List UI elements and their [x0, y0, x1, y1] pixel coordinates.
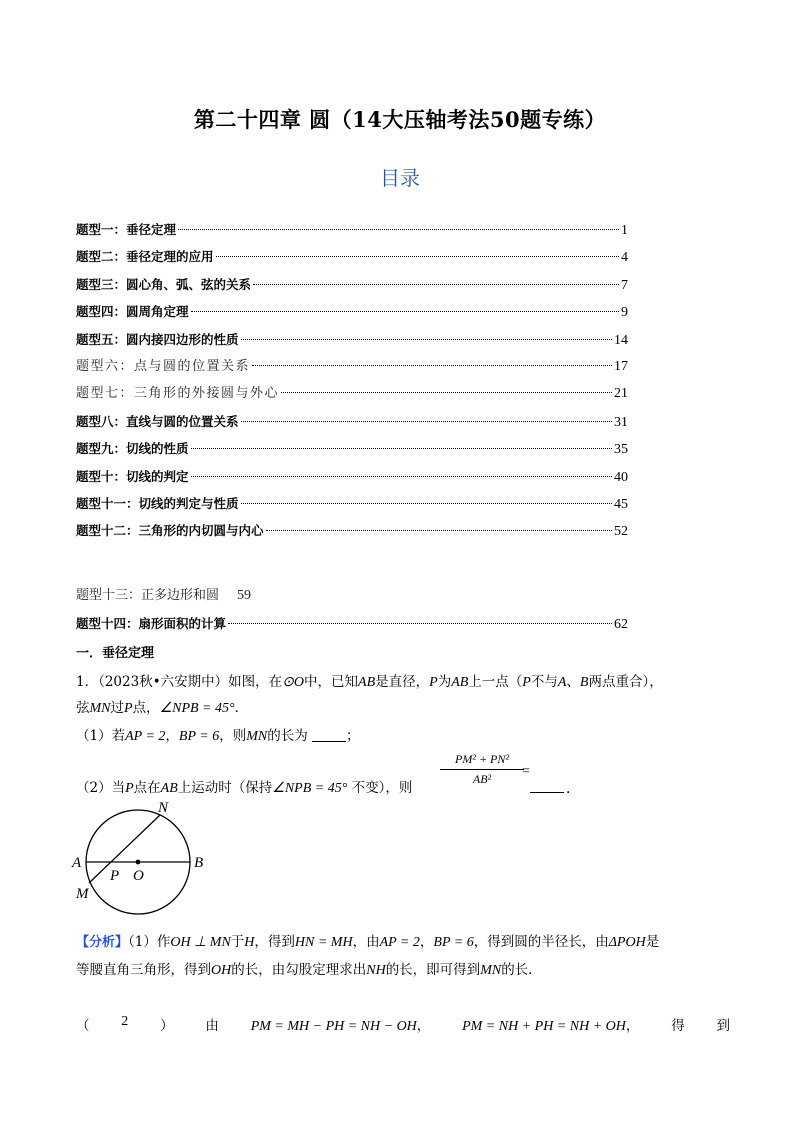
toc-item-label: 题型十一：切线的判定与性质: [76, 496, 239, 511]
toc-item-page: 7: [621, 277, 628, 293]
center-point: [136, 860, 141, 865]
toc-item-page: 17: [614, 359, 628, 374]
toc-item[interactable]: [76, 467, 628, 487]
toc-item[interactable]: [76, 439, 628, 459]
label-a: A: [72, 855, 82, 871]
toc-item-page: 52: [614, 524, 628, 540]
toc-dots: [178, 229, 619, 230]
toc-item-label: 题型四：圆周角定理: [76, 304, 189, 320]
toc-heading: 目录: [380, 166, 420, 190]
toc-item[interactable]: [76, 494, 628, 514]
toc-dots: [228, 623, 612, 624]
toc-item[interactable]: [76, 275, 628, 295]
toc-last-label: 题型十四：扇形面积的计算: [76, 616, 227, 631]
toc-item-label: 题型二：垂径定理的应用: [76, 249, 214, 265]
toc-extra-page: 59: [237, 588, 252, 603]
toc-dots: [241, 339, 612, 340]
chord-mn: [89, 815, 160, 883]
toc-item[interactable]: [76, 330, 628, 350]
toc-dots: [266, 530, 612, 531]
toc-dots: [281, 392, 612, 393]
fraction-denominator: AB²: [472, 772, 492, 786]
toc-item-page: 45: [614, 497, 628, 512]
toc-item-label: 题型七：三角形的外接圆与外心: [76, 386, 280, 402]
toc-item-label: 题型十二：三角形的内切圆与内心: [76, 523, 264, 539]
toc-item[interactable]: [76, 412, 628, 432]
fraction-numerator: PM² + PN²: [440, 752, 524, 770]
analysis-line-2: 等腰直角三角形，得到OH的长，由勾股定理求出NH的长，即可得到MN的长．: [76, 962, 542, 978]
analysis-tag: 【分析】: [76, 935, 129, 950]
toc-item-page: 31: [614, 414, 628, 430]
toc-item[interactable]: [76, 220, 628, 240]
toc-dots: [253, 284, 619, 285]
toc-item-label: 题型十：切线的判定: [76, 468, 189, 484]
analysis-line-1: 【分析】（1）作OH ⊥ MN于H，得到HN = MH，由AP = 2，BP = 6，得到圆的半径长，由ΔPOH是: [76, 934, 660, 950]
toc-item-extra[interactable]: [76, 584, 251, 604]
toc-item-label: 题型九：切线的性质: [76, 441, 189, 457]
toc-item-page: 40: [614, 469, 628, 485]
section-heading: 一．垂径定理: [76, 646, 155, 661]
toc-dots: [191, 311, 619, 312]
toc-item[interactable]: [76, 521, 628, 541]
toc-dots: [191, 476, 612, 477]
toc-item-page: 4: [621, 250, 628, 266]
toc-item-page: 14: [614, 332, 628, 348]
toc-item-label: 题型八：直线与圆的位置关系: [76, 413, 239, 429]
label-n: N: [158, 800, 169, 816]
toc-item-page: 1: [621, 223, 628, 238]
toc-dots: [216, 256, 619, 257]
toc-item-label: 题型三：圆心角、弧、弦的关系: [76, 276, 252, 292]
toc-item-label: 题型一：垂径定理: [76, 222, 177, 237]
label-p: P: [110, 868, 120, 884]
toc-dots: [252, 365, 612, 366]
page-title: 第二十四章 圆（14大压轴考法50题专练）: [193, 107, 607, 132]
toc-item-page: 35: [614, 442, 628, 458]
problem-line-2: 弦MN过P点，∠NPB = 45°．: [76, 700, 249, 716]
toc-dots: [241, 503, 612, 504]
toc-item[interactable]: [76, 384, 628, 404]
toc-item-label: 题型六：点与圆的位置关系: [76, 359, 251, 374]
question-2: （2）当P点在AB上运动时（保持∠NPB = 45° 不变），则: [76, 780, 413, 796]
toc-item-last[interactable]: [76, 614, 628, 634]
toc-last-page: 62: [614, 617, 628, 632]
fraction-equals: =: [522, 764, 530, 779]
fraction-expression: [440, 752, 524, 787]
toc-extra-label: 题型十三：正多边形和圆: [76, 588, 220, 603]
toc-dots: [191, 448, 612, 449]
label-b: B: [194, 855, 204, 871]
problem-line-1: 1．（2023秋•六安期中）如图，在⊙O中，已知AB是直径，P为AB上一点（P不与A、B两点重合），: [76, 674, 663, 690]
answer-blank-2[interactable]: [530, 780, 564, 793]
toc-dots: [241, 421, 612, 422]
answer-blank[interactable]: [312, 727, 346, 742]
circle-figure: [66, 800, 216, 924]
question-2-end: ．: [566, 781, 580, 797]
toc-item-page: 21: [614, 386, 628, 402]
toc-item-page: 9: [621, 305, 628, 321]
toc-item-label: 题型五：圆内接四边形的性质: [76, 331, 239, 347]
label-m: M: [76, 886, 89, 902]
toc-item[interactable]: [76, 357, 628, 377]
toc-item[interactable]: [76, 247, 628, 267]
label-o: O: [133, 868, 144, 884]
toc-item[interactable]: [76, 302, 628, 322]
question-1: （1）若AP = 2，BP = 6，则MN的长为 ；: [76, 728, 360, 744]
analysis-line-3: （ 2 ） 由 PM = MH − PH = NH − OH， PM = NH + PH = NH + OH， 得 到: [76, 1014, 730, 1034]
